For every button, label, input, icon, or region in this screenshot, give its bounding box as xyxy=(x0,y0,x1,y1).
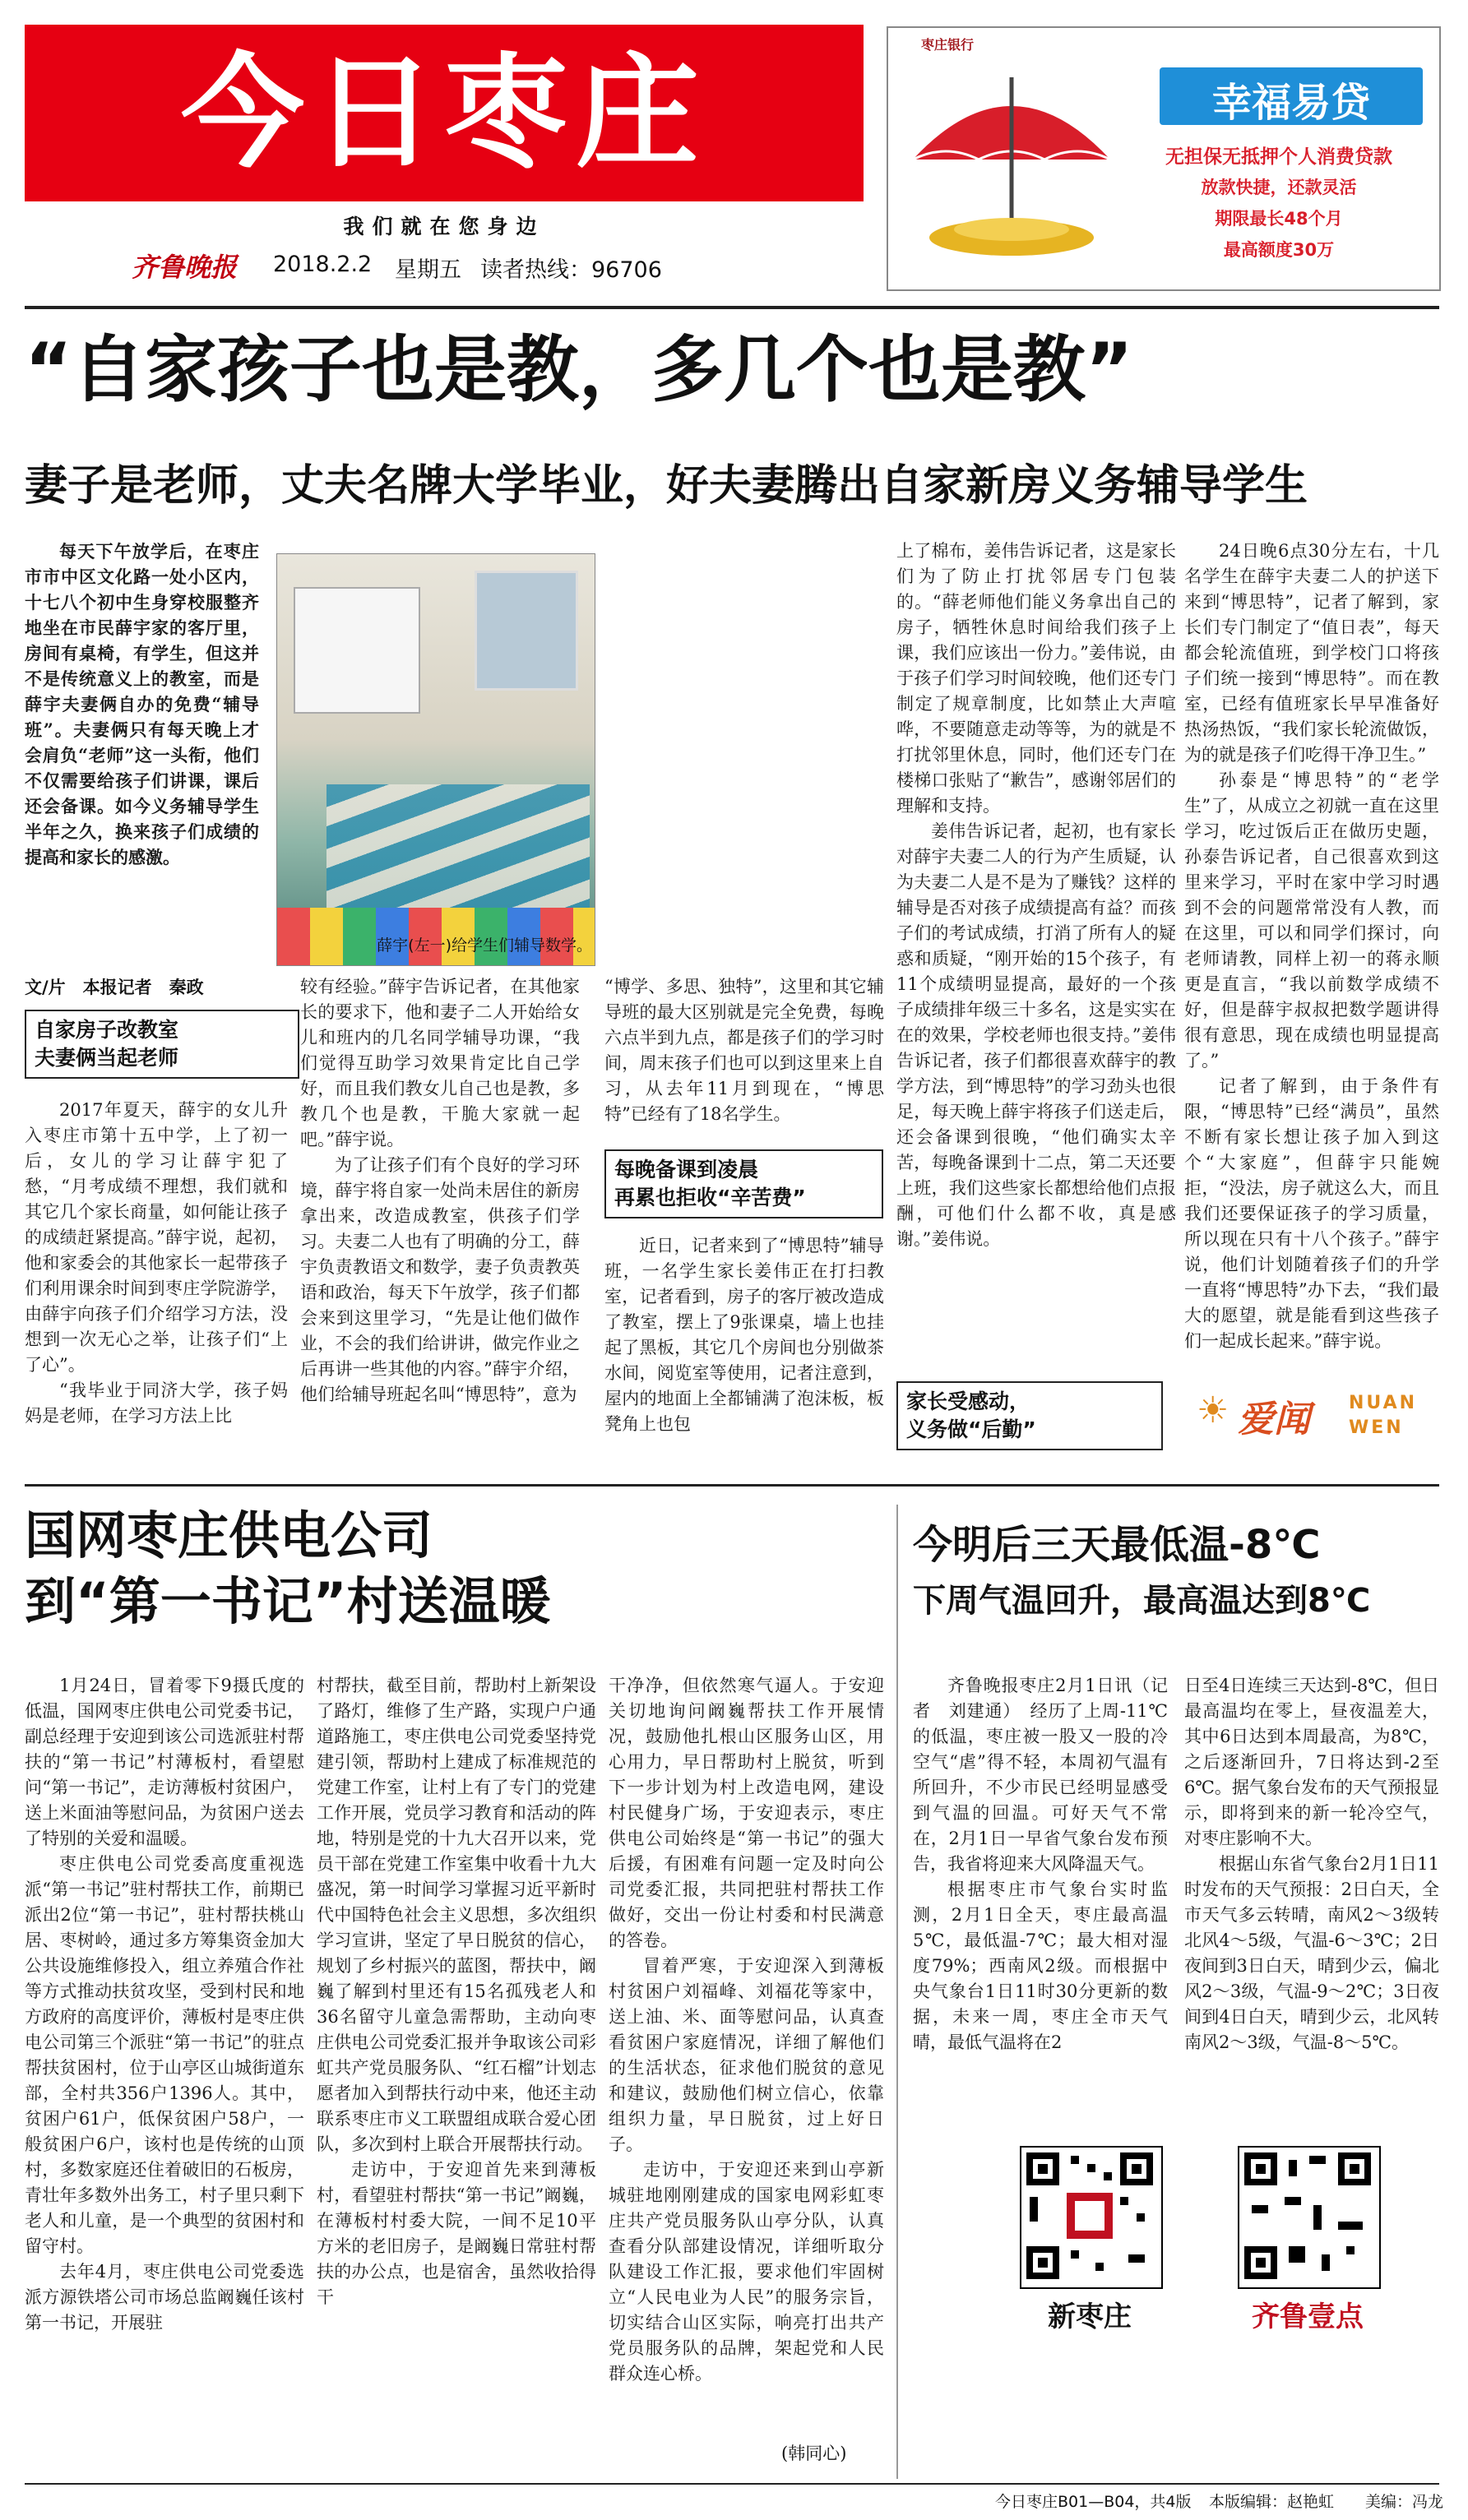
logo-en-1: NUAN xyxy=(1349,1393,1418,1413)
reader-hotline: 读者热线：96706 xyxy=(480,257,662,283)
story2-col-1: 1月24日，冒着零下9摄氏度的低温，国网枣庄供电公司党委书记，副总经理于安迎到该公司选派驻村帮扶的“第一书记”村薄板村，看望慰问“第一书记”，走访薄板村贫困户，送上米面油等慰问品，为贫困户送去了特别的关爱和温暖。 枣庄供电公司党委高度重视选派“第一书记”驻村帮扶工作，前期已派出2位“第一书记”，驻村帮扶桃山居、枣树岭，通过多方筹集资金加大公共设施维修投入，组立养殖合作社等方式推动扶贫攻坚，受到村民和地方政府的高度评价，薄板村是枣庄供电公司第三个派驻“第一书记”的驻点帮扶贫困村，位于山亭区山城街道东部，全村共356户1396人。其中，贫困户61户，低保贫困户58户，一般贫困户6户，该村也是传统的山顶村，多数家庭还住着破旧的石板房，青壮年多数外出务工，村子里只剩下老人和儿童，是一个典型的贫困村和留守村。 去年4月，枣庄供电公司党委选派方源铁塔公司市场总监阚巍任该村第一书记，开展驻 xyxy=(25,1676,304,2333)
umbrella-illustration xyxy=(896,61,1127,266)
footer-rule xyxy=(25,2483,1439,2485)
lead-byline: 文/片 本报记者 秦政 xyxy=(25,978,204,997)
bank-ad[interactable] xyxy=(887,26,1441,291)
lead-subhead-2: 每晚备课到凌晨 再累也拒收“辛苦费” xyxy=(604,1149,883,1218)
lead-intro: 每天下午放学后，在枣庄市市中区文化路一处小区内，十七八个初中生身穿校服整齐地坐在市民薛宇家的客厅里，房间有桌椅，有学生，但这并不是传统意义上的教室，而是薛宇夫妻俩自办的免费“辅导班”。夫妻俩只有每天晚上才会肩负“老师”这一头衔，他们不仅需要给孩子们讲课，课后还会备课。如今义务辅导学生半年之久，换来孩子们成绩的提高和家长的感激。 xyxy=(25,541,259,867)
ad-title: 幸福易贷 xyxy=(1211,80,1370,126)
issue-weekday: 星期五 xyxy=(395,257,461,283)
lead-subhead-3: 家长受感动， 义务做“后勤” xyxy=(896,1381,1163,1450)
lead-col-2: 较有经验。”薛宇告诉记者，在其他家长的要求下，他和妻子二人开始给女儿和班内的几名同学辅导功课，“我们觉得互助学习效果肯定比自己学好，而且我们教女儿自己也是教，多教几个也是教，干脆大家就一起吧。”薛宇说。 为了让孩子们有个良好的学习环境，薛宇将自家一处尚未居住的新房拿出来，改造成教室，供孩子们学习。夫妻二人也有了明确的分工，薛宇负责教语文和数学，妻子负责教英语和政治，每天下午放学，孩子们都会来到这里学习，“先是让他们做作业，不会的我们给讲讲，做完作业之后再讲一些其他的内容。”薛宇介绍，他们给辅导班起名叫“博思特”，意为 xyxy=(300,977,580,1404)
qr-code-new-zaozhuang[interactable] xyxy=(1020,2146,1163,2289)
lead-col-4: 上了棉布，姜伟告诉记者，这是家长们为了防止打扰邻居专门包装的。“薛老师他们能义务拿出自己的房子，牺牲休息时间给我们孩子上课，我们应该出一份力。”姜伟说，由于孩子们学习时间较晚，他们还专门制定了规章制度，比如禁止大声喧哗，不要随意走动等等，为的就是不打扰邻里休息，同时，他们还专门在楼梯口张贴了“歉告”，感谢邻居们的理解和支持。 姜伟告诉记者，起初，也有家长对薛宇夫妻二人的行为产生质疑，认为夫妻二人是不是为了赚钱？这样的辅导是否对孩子成绩提高有益？而孩子们的考试成绩，打消了所有人的疑惑和质疑，“刚开始的15个孩子，有11个成绩明显提高，最好的一个孩子成绩排年级三十多名，这是实实在在的效果，学校老师也很支持。”姜伟告诉记者，孩子们都很喜欢薛宇的教学方法，到“博思特”的学习劲头也很足，每天晚上薛宇将孩子们送走后，还会备课到很晚，“他们确实太辛苦，每晚备课到十二点，第二天还要上班，我们这些家长都想给他们点报酬，可他们什么都不收，真是感谢。”姜伟说。 xyxy=(896,541,1176,1249)
ad-line-2: 放款快捷，还款灵活 xyxy=(1201,178,1357,197)
ad-line-1: 无担保无抵押个人消费贷款 xyxy=(1165,146,1392,168)
lead-col-5: 24日晚6点30分左右，十几名学生在薛宇夫妻二人的护送下来到“博思特”，记者了解到，家长们专门制定了“值日表”，每天都会轮流值班，到学校门口将孩子们统一接到“博思特”。而在教室，已经有值班家长早早准备好热汤热饭，“我们家长轮流做饭，为的就是孩子们吃得干净卫生。” 孙泰是“博思特”的“老学生”了，从成立之初就一直在这里学习，吃过饭后正在做历史题，孙泰告诉记者，自己很喜欢到这里来学习，平时在家中学习时遇到不会的问题常常没有人教，而在这里，可以和同学们探讨，向老师请教，同样上初一的蒋永顺更是直言，“我以前数学成绩不好，但是薛宇叔叔把数学题讲得很有意思，现在成绩也明显提高了。” 记者了解到，由于条件有限，“博思特”已经“满员”，虽然不断有家长想让孩子加入到这个“大家庭”，但薛宇只能婉拒，“没法，房子就这么大，而且我们还要保证孩子的学习质量，所以现在只有十八个孩子。”薛宇说，他们计划随着孩子们的升学一直将“博思特”办下去，“我们最大的愿望，就是能看到这些孩子们一起成长起来。”薛宇说。 xyxy=(1184,541,1439,1351)
lead-photo xyxy=(276,553,595,966)
photo-caption: 薛宇(左一)给学生们辅导数学。 xyxy=(377,936,592,955)
masthead-slogan: 我们就在您身边 xyxy=(343,215,545,238)
lead-col-3b: 近日，记者来到了“博思特”辅导班，一名学生家长姜伟正在打扫教室，记者看到，房子的客厅被改造成了教室，摆上了9张课桌，墙上也挂起了黑板，其它几个房间也分别做茶水间，阅览室等使用，记者注意到，屋内的地面上全都铺满了泡沫板，板凳角上也包 xyxy=(604,1236,884,1434)
qr-code-qilu-yidian[interactable] xyxy=(1238,2146,1381,2289)
story3-col-2: 日至4日连续三天达到-8℃，但日最高温均在零上，昼夜温差大，其中6日达到本周最高，为8℃，之后逐渐回升，7日将达到-2至6℃。据气象台发布的天气预报显示，即将到来的新一轮冷空气，对枣庄影响不大。 根据山东省气象台2月1日11时发布的天气预报：2日白天，全市天气多云转晴，南风2～3级转北风4～5级，气温-6～3℃；2日夜间到3日白天，晴到少云，偏北风2～3级，气温-9～2℃；3日夜间到4日白天，晴到少云，北风转南风2～3级，气温-8～5℃。 xyxy=(1184,1676,1439,2052)
story2-headline-2: 到“第一书记”村送温暖 xyxy=(25,1571,551,1631)
footer-designer: 美编：冯龙 xyxy=(1365,2493,1444,2511)
paper-logo: 齐鲁晚报 xyxy=(132,252,238,283)
story2-col-3: 干净净，但依然寒气逼人。于安迎关切地询问阚巍帮扶工作开展情况，鼓励他扎根山区服务山区，用心用力，早日帮助村上脱贫，听到下一步计划为村上改造电网，建设村民健身广场，于安迎表示，枣庄供电公司始终是“第一书记”的强大后援，有困难有问题一定及时向公司党委汇报，共同把驻村帮扶工作做好，交出一份让村委和村民满意的答卷。 冒着严寒，于安迎深入到薄板村贫困户刘福峰、刘福花等家中，送上油、米、面等慰问品，认真查看贫困户家庭情况，详细了解他们的生活状态，征求他们脱贫的意见和建议，鼓励他们树立信心，依靠组织力量，早日脱贫，过上好日子。 走访中，于安迎还来到山亭新城驻地刚刚建成的国家电网彩虹枣庄共产党员服务队山亭分队，认真查看分队部建设情况，详细听取分队建设工作汇报，要求他们牢固树立“人民电业为人民”的服务宗旨，切实结合山区实际，响亮打出共产党员服务队的品牌，架起党和人民群众连心桥。 xyxy=(609,1676,884,2384)
story3-headline-2: 下周气温回升，最高温达到8℃ xyxy=(913,1582,1371,1620)
masthead-title: 今日枣庄 xyxy=(25,25,864,201)
window xyxy=(475,571,578,691)
lead-subhead-1: 自家房子改教室 夫妻俩当起老师 xyxy=(25,1010,299,1079)
ad-line-4: 最高额度30万 xyxy=(1223,240,1335,260)
story3-col-1: 齐鲁晚报枣庄2月1日讯（记者 刘建通） 经历了上周-11℃的低温，枣庄被一股又一股的冷空气“虐”得不轻，本周初气温有所回升，不少市民已经明显感受到气温的回温。可好天气不常在，2月1日一早省气象台发布预告，我省将迎来大风降温天气。 根据枣庄市气象台实时监测，2月1日全天，枣庄最高温5℃，最低温-7℃；最大相对湿度79%；西南风2级。而根据中央气象台1日11时30分更新的数据，未来一周，枣庄全市天气晴，最低气温将在2 xyxy=(913,1676,1168,2052)
bank-name: 枣庄银行 xyxy=(921,37,975,53)
footer-editor: 本版编辑：赵艳虹 xyxy=(1209,2493,1335,2511)
footer-pages: 今日枣庄B01—B04，共4版 xyxy=(995,2493,1192,2511)
story3-headline-1: 今明后三天最低温-8℃ xyxy=(913,1522,1321,1568)
logo-en-2: WEN xyxy=(1349,1417,1404,1438)
story2-headline-1: 国网枣庄供电公司 xyxy=(25,1505,433,1565)
lead-col-3a: “博学、多思、独特”，这里和其它辅导班的最大区别就是完全免费，每晚六点半到九点，都是孩子们的学习时间，周末孩子们也可以到这里来上自习，从去年11月到现在，“博思特”已经有了18名学生。 xyxy=(604,977,884,1124)
aiwen-logo xyxy=(1197,1381,1435,1455)
story-divider-v xyxy=(896,1505,898,2479)
story2-author: (韩同心) xyxy=(781,2444,847,2463)
lead-subhead: 妻子是老师，丈夫名牌大学毕业，好夫妻腾出自家新房义务辅导学生 xyxy=(25,461,1308,511)
logo-text: 爱闻 xyxy=(1238,1399,1310,1440)
story2-col-2: 村帮扶，截至目前，帮助村上新架设了路灯，维修了生产路，实现户户通道路施工，枣庄供电公司党委坚持党建引领，帮助村上建成了标准规范的党建工作室，让村上有了专门的党建工作开展，党员学习教育和活动的阵地，特别是党的十九大召开以来，党员干部在党建工作室集中收看十九大盛况，第一时间学习掌握习近平新时代中国特色社会主义思想，多次组织学习宣讲，坚定了早日脱贫的信心，规划了乡村振兴的蓝图，帮扶中，阚巍了解到村里还有15名孤残老人和36名留守儿童急需帮助，主动向枣庄供电公司党委汇报并争取该公司彩虹共产党员服务队、“红石榴”计划志愿者加入到帮扶行动中来，他还主动联系枣庄市义工联盟组成联合爱心团队，多次到村上联合开展帮扶行动。 走访中，于安迎首先来到薄板村，看望驻村帮扶“第一书记”阚巍，在薄板村村委大院，一间不足10平方米的老旧房子，是阚巍日常驻村帮扶的办公点，也是宿舍，虽然收拾得干 xyxy=(317,1676,596,2307)
lead-bottom-rule xyxy=(25,1484,1439,1487)
qr-label-2: 齐鲁壹点 xyxy=(1252,2300,1364,2333)
issue-date: 2018.2.2 xyxy=(273,252,373,277)
qr-label-1: 新枣庄 xyxy=(1048,2300,1132,2333)
ad-line-3: 期限最长48个月 xyxy=(1215,209,1343,229)
lead-headline: “自家孩子也是教，多几个也是教” xyxy=(25,327,1133,412)
whiteboard xyxy=(294,587,420,714)
heart-icon: ☀ xyxy=(1197,1389,1230,1431)
masthead-divider xyxy=(25,306,1439,309)
lead-col-1: 2017年夏天，薛宇的女儿升入枣庄市第十五中学，上了初一后，女儿的学习让薛宇犯了愁，“月考成绩不理想，我们就和其它几个家长商量，如何能让孩子的成绩赶紧提高。”薛宇说，起初，他和家委会的其他家长一起带孩子们利用课余时间到枣庄学院游学，由薛宇向孩子们介绍学习方法，没想到一次无心之举，让孩子们“上了心”。 “我毕业于同济大学，孩子妈妈是老师，在学习方法上比 xyxy=(25,1100,288,1426)
